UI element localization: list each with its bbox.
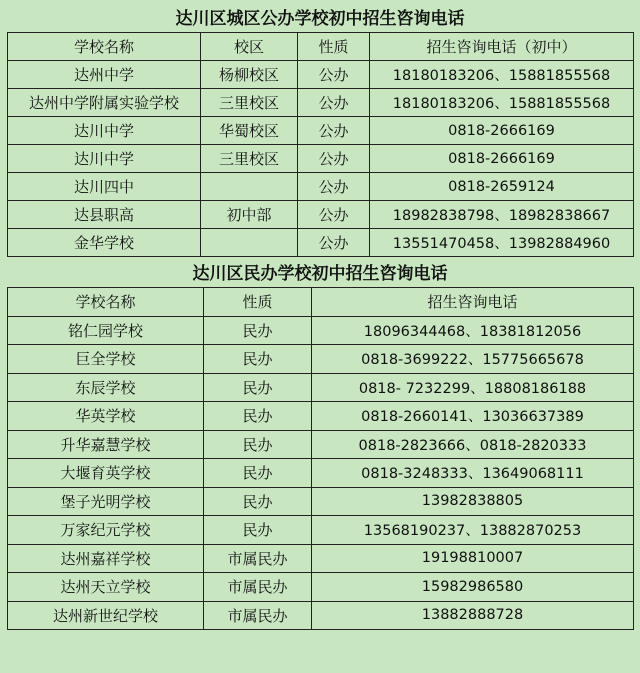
table-cell: 15982986580 (312, 573, 634, 602)
table-cell: 民办 (204, 316, 312, 345)
table-cell: 公办 (298, 145, 370, 173)
table-cell: 达州中学 (8, 61, 201, 89)
table-cell: 18982838798、18982838667 (370, 201, 634, 229)
table-cell: 公办 (298, 89, 370, 117)
private-schools-table (7, 287, 634, 630)
table-cell: 13568190237、13882870253 (312, 516, 634, 545)
table-row (8, 229, 634, 257)
table-cell: 0818-2660141、13036637389 (312, 402, 634, 431)
table-cell: 达州新世纪学校 (8, 601, 204, 630)
table-row (8, 373, 634, 402)
table-cell: 民办 (204, 402, 312, 431)
table-row (8, 402, 634, 431)
table-cell: 堡子光明学校 (8, 487, 204, 516)
table-cell: 公办 (298, 117, 370, 145)
table-cell: 0818-2823666、0818-2820333 (312, 430, 634, 459)
table-cell: 达县职高 (8, 201, 201, 229)
table-row (8, 173, 634, 201)
table-cell: 三里校区 (201, 89, 298, 117)
table-cell: 达川四中 (8, 173, 201, 201)
table-cell: 华蜀校区 (201, 117, 298, 145)
table-cell: 公办 (298, 173, 370, 201)
table-cell: 达川中学 (8, 145, 201, 173)
table-cell: 达川中学 (8, 117, 201, 145)
column-header: 学校名称 (8, 33, 201, 61)
table-cell: 大堰育英学校 (8, 459, 204, 488)
table-cell: 初中部 (201, 201, 298, 229)
table-cell: 民办 (204, 430, 312, 459)
table-row (8, 459, 634, 488)
column-header: 学校名称 (8, 288, 204, 317)
table-cell: 公办 (298, 201, 370, 229)
table-row (8, 316, 634, 345)
table-row (8, 61, 634, 89)
table-cell: 杨柳校区 (201, 61, 298, 89)
table-cell: 万家纪元学校 (8, 516, 204, 545)
private-schools-title: 达川区民办学校初中招生咨询电话 (192, 264, 448, 284)
table-row (8, 516, 634, 545)
table-row (8, 430, 634, 459)
table-row (8, 544, 634, 573)
private-header-row (8, 288, 634, 317)
column-header: 招生咨询电话 (312, 288, 634, 317)
column-header: 性质 (298, 33, 370, 61)
table-cell: 达州中学附属实验学校 (8, 89, 201, 117)
table-cell: 升华嘉慧学校 (8, 430, 204, 459)
public-header-row (8, 33, 634, 61)
table-cell: 民办 (204, 516, 312, 545)
table-cell: 华英学校 (8, 402, 204, 431)
table-cell: 19198810007 (312, 544, 634, 573)
table-cell: 市属民办 (204, 544, 312, 573)
table-cell: 18096344468、18381812056 (312, 316, 634, 345)
table-cell: 0818-2666169 (370, 117, 634, 145)
table-cell: 巨全学校 (8, 345, 204, 374)
table-cell: 市属民办 (204, 601, 312, 630)
table-row (8, 487, 634, 516)
table-cell: 0818-2666169 (370, 145, 634, 173)
public-schools-title: 达川区城区公办学校初中招生咨询电话 (175, 9, 465, 29)
table-row (8, 201, 634, 229)
table-cell (201, 173, 298, 201)
table-cell: 金华学校 (8, 229, 201, 257)
table-row (8, 345, 634, 374)
table-cell: 0818- 7232299、18808186188 (312, 373, 634, 402)
table-cell: 铭仁园学校 (8, 316, 204, 345)
table-cell: 18180183206、15881855568 (370, 61, 634, 89)
table-row (8, 601, 634, 630)
table-cell: 0818-2659124 (370, 173, 634, 201)
table-cell: 民办 (204, 487, 312, 516)
table-cell: 18180183206、15881855568 (370, 89, 634, 117)
column-header: 校区 (201, 33, 298, 61)
table-cell: 民办 (204, 459, 312, 488)
column-header: 招生咨询电话（初中） (370, 33, 634, 61)
table-row (8, 145, 634, 173)
table-row (8, 573, 634, 602)
table-cell: 达州天立学校 (8, 573, 204, 602)
table-cell: 公办 (298, 61, 370, 89)
table-row (8, 117, 634, 145)
table-row (8, 89, 634, 117)
table-cell (201, 229, 298, 257)
public-schools-table (7, 32, 634, 257)
column-header: 性质 (204, 288, 312, 317)
table-cell: 0818-3248333、13649068111 (312, 459, 634, 488)
table-cell: 达州嘉祥学校 (8, 544, 204, 573)
table-cell: 市属民办 (204, 573, 312, 602)
table-cell: 东辰学校 (8, 373, 204, 402)
table-cell: 0818-3699222、15775665678 (312, 345, 634, 374)
table-cell: 13982838805 (312, 487, 634, 516)
table-cell: 民办 (204, 345, 312, 374)
table-cell: 民办 (204, 373, 312, 402)
table-cell: 公办 (298, 229, 370, 257)
table-cell: 13882888728 (312, 601, 634, 630)
table-cell: 13551470458、13982884960 (370, 229, 634, 257)
table-cell: 三里校区 (201, 145, 298, 173)
